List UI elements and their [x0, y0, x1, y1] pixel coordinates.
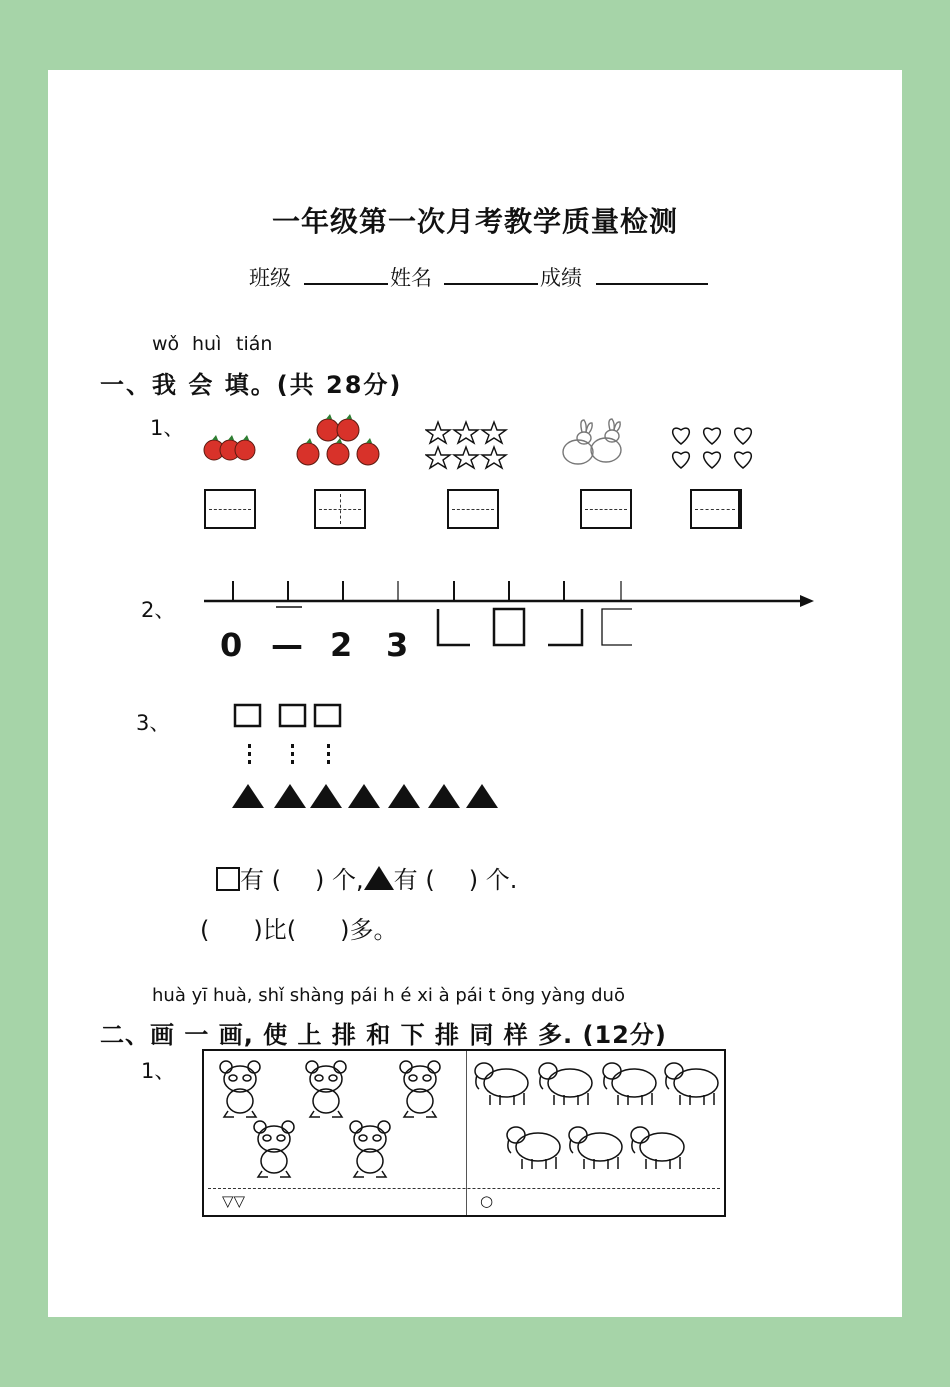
answer-box-3[interactable] — [447, 489, 499, 529]
name-blank[interactable] — [444, 283, 538, 285]
answer-box-5[interactable] — [690, 489, 742, 529]
frame-divider — [466, 1051, 467, 1215]
section1-heading: 一、我 会 填。(共 28分) — [100, 371, 403, 399]
triangle-icon — [364, 866, 394, 890]
apple-group-icon — [290, 412, 385, 472]
paren-close: ) — [315, 866, 325, 894]
lower-row-marks-left[interactable]: ▽▽ — [222, 1192, 246, 1210]
paren-close: ) — [340, 916, 350, 944]
square-shape — [280, 705, 305, 726]
heart-group-icon — [666, 422, 761, 472]
number-line-label-2: 2 — [330, 626, 353, 664]
section2-heading: 二、画 一 画, 使 上 排 和 下 排 同 样 多. (12分) — [100, 1021, 667, 1049]
star-group-icon — [425, 420, 510, 472]
score-blank[interactable] — [596, 283, 708, 285]
unit-text: 个, — [332, 866, 364, 894]
q3-number: 3、 — [136, 711, 171, 735]
paren-open: ( — [200, 916, 210, 944]
answer-box-1[interactable] — [204, 489, 256, 529]
apple-group-icon — [200, 428, 260, 468]
number-line-label-3: 3 — [386, 626, 409, 664]
answer-box-2[interactable] — [314, 489, 366, 529]
s2-q1-number: 1、 — [141, 1059, 176, 1083]
bear-group-icon — [210, 1057, 460, 1185]
q3-sentence-2 — [200, 910, 398, 945]
section1-pinyin-2: huì — [192, 333, 222, 355]
paren-open: ( — [425, 866, 435, 894]
more-text: 多。 — [349, 916, 398, 944]
lower-row-marks-right[interactable]: ○ — [480, 1192, 494, 1210]
section2-pinyin: huà yī huà, shǐ shàng pái h é xi à pái t ōng yàng duō — [152, 985, 625, 1006]
q3-sentence-1 — [216, 860, 517, 895]
elephant-group-icon — [470, 1055, 726, 1185]
paren-close: ) — [253, 916, 263, 944]
square-shape — [235, 705, 260, 726]
have-text: 有 — [393, 866, 418, 894]
page-title: 一年级第一次月考教学质量检测 — [271, 205, 678, 238]
paren-open: ( — [271, 866, 282, 894]
class-label: 班级 — [249, 266, 291, 290]
drawing-frame — [202, 1049, 726, 1217]
compare-text: 比 — [262, 916, 287, 944]
name-label: 姓名 — [390, 266, 432, 290]
unit-text: 个. — [485, 866, 518, 894]
square-shape — [315, 705, 340, 726]
q2-number: 2、 — [141, 598, 176, 622]
paren-close: ) — [468, 866, 479, 894]
class-blank[interactable] — [304, 283, 388, 285]
number-line-label-0: 0 — [220, 626, 243, 664]
q1-number: 1、 — [150, 416, 185, 440]
square-icon — [216, 867, 240, 891]
section1-pinyin-1: wǒ — [152, 333, 180, 355]
rabbit-group-icon — [558, 418, 628, 470]
shapes-comparison — [228, 700, 508, 815]
score-label: 成绩 — [540, 266, 582, 290]
number-line-label-1: — — [271, 626, 303, 664]
paren-open: ( — [286, 916, 297, 944]
answer-box-4[interactable] — [580, 489, 632, 529]
have-text: 有 — [240, 866, 264, 894]
row-divider — [208, 1188, 720, 1189]
section1-pinyin-3: tián — [236, 333, 273, 355]
